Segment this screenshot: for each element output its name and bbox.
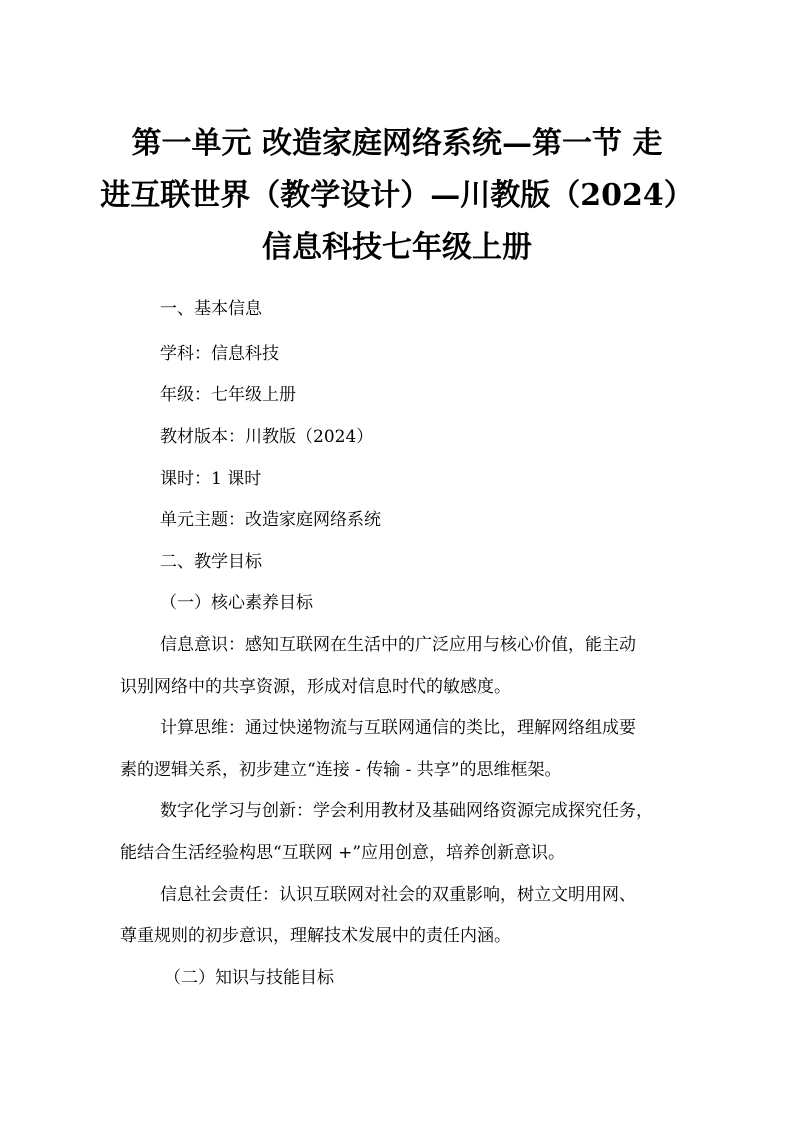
title-line-3: 信息科技七年级上册 xyxy=(262,230,532,265)
hours-line: 课时：1 课时 xyxy=(160,469,262,489)
edition-line: 教材版本：川教版（2024） xyxy=(160,427,374,447)
section-heading-basic-info: 一、基本信息 xyxy=(160,299,262,319)
digital-learning-line-1: 数字化学习与创新：学会利用教材及基础网络资源完成探究任务， xyxy=(160,801,653,821)
info-awareness-line-1: 信息意识：感知互联网在生活中的广泛应用与核心价值，能主动 xyxy=(160,635,636,655)
subheading-knowledge-skills: （二）知识与技能目标 xyxy=(164,968,334,988)
document-title xyxy=(100,118,694,274)
subject-line: 学科：信息科技 xyxy=(160,344,279,364)
title-line-1: 第一单元 改造家庭网络系统—第一节 走 xyxy=(131,126,663,161)
unit-theme-line: 单元主题：改造家庭网络系统 xyxy=(160,510,381,530)
subheading-core-literacy: （一）核心素养目标 xyxy=(160,593,313,613)
info-awareness-line-2: 识别网络中的共享资源，形成对信息时代的敏感度。 xyxy=(120,677,511,697)
section-heading-objectives: 二、教学目标 xyxy=(160,552,262,572)
computational-thinking-line-1: 计算思维：通过快递物流与互联网通信的类比，理解网络组成要 xyxy=(160,718,636,738)
computational-thinking-line-2: 素的逻辑关系，初步建立“连接 - 传输 - 共享”的思维框架。 xyxy=(120,760,562,780)
grade-line: 年级：七年级上册 xyxy=(160,385,296,405)
social-responsibility-line-2: 尊重规则的初步意识，理解技术发展中的责任内涵。 xyxy=(120,926,511,946)
title-line-2: 进互联世界（教学设计）—川教版（2024） xyxy=(100,178,694,213)
digital-learning-line-2: 能结合生活经验构思“互联网 +”应用创意，培养创新意识。 xyxy=(120,843,566,863)
social-responsibility-line-1: 信息社会责任：认识互联网对社会的双重影响，树立文明用网、 xyxy=(160,885,636,905)
